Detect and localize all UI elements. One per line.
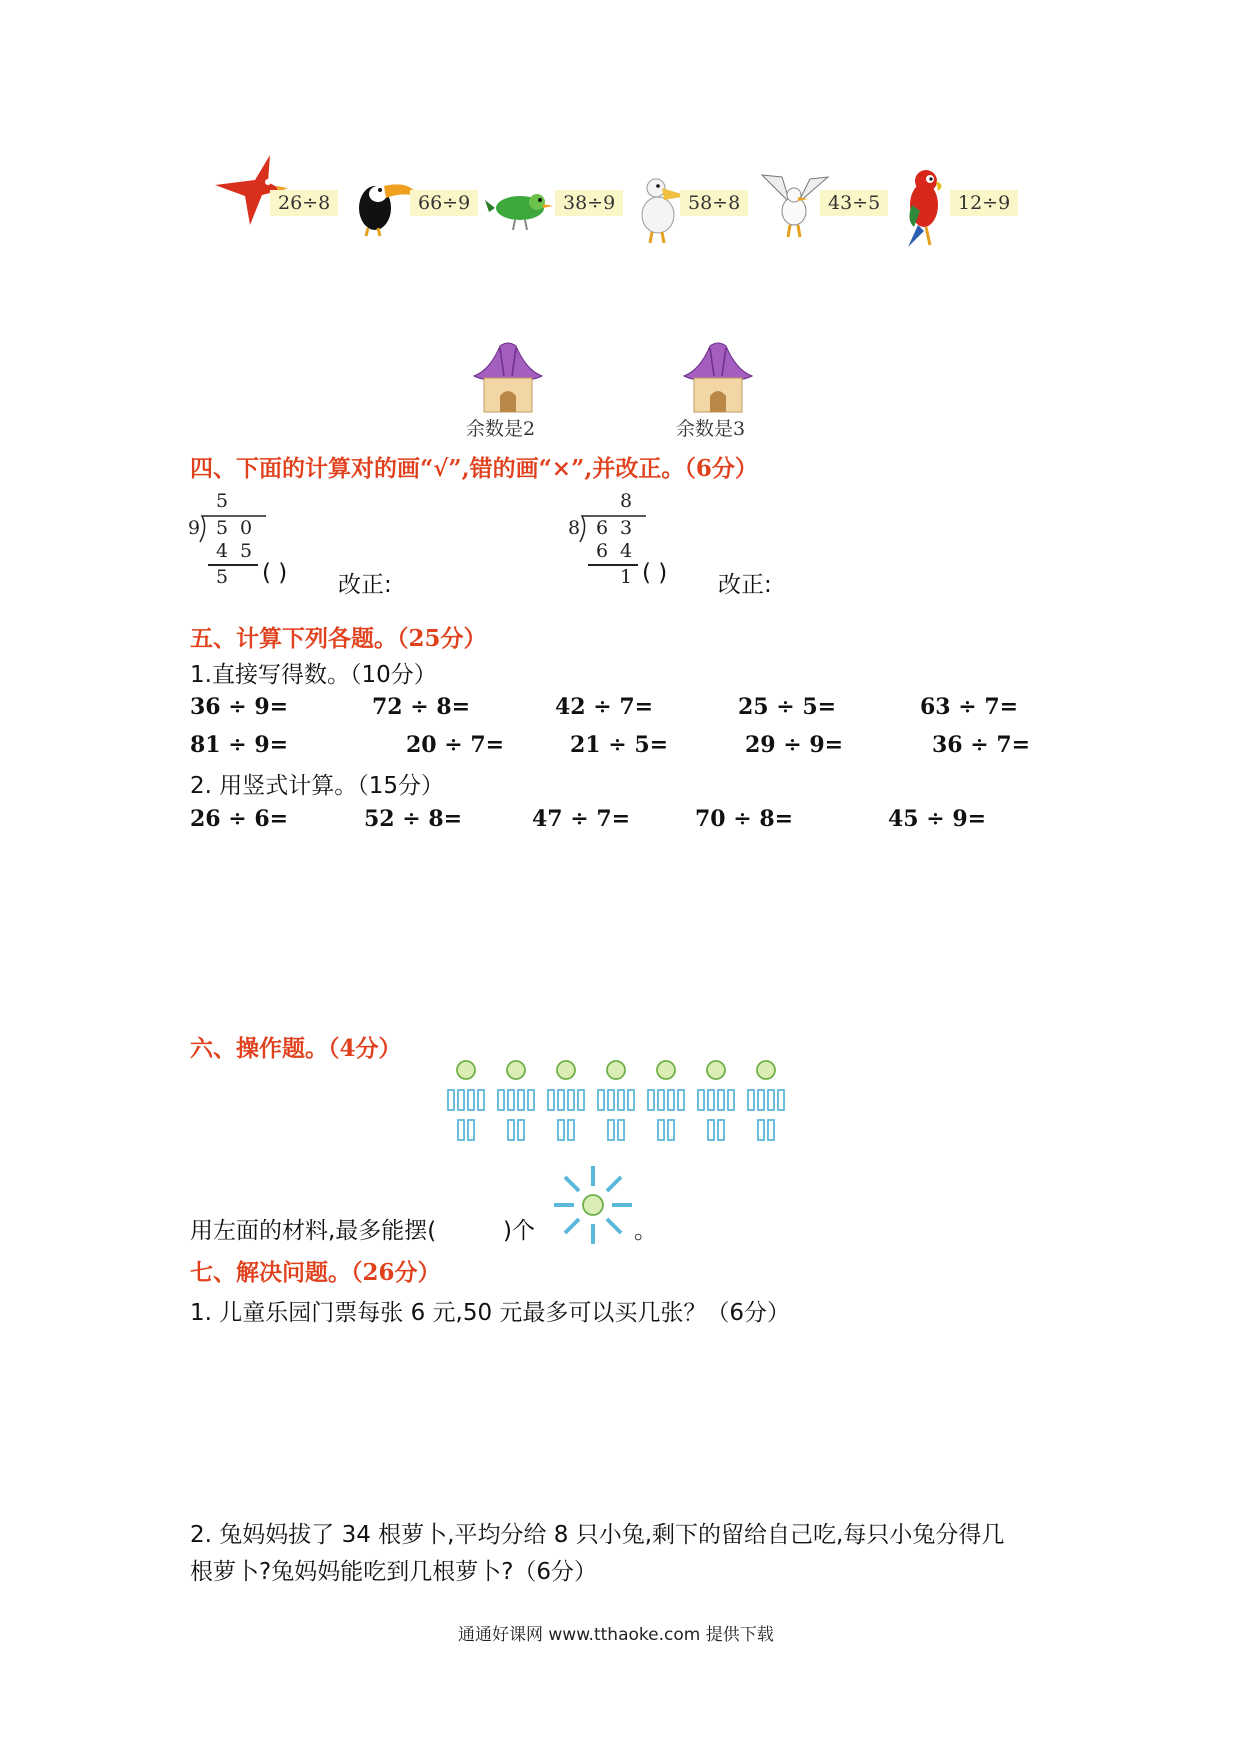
bird-expr-5: 43÷5 — [820, 190, 888, 216]
material-stick-short — [718, 1120, 724, 1140]
mental-math-item: 21 ÷ 5= — [570, 732, 669, 758]
vertical-calc-item: 52 ÷ 8= — [364, 806, 463, 832]
materials-figure — [440, 1060, 810, 1160]
section-4-title: 四、下面的计算对的画“√”,错的画“×”,并改正。（6分） — [190, 455, 758, 482]
ld1-divisor: 9 — [188, 517, 201, 539]
section-6-title: 六、操作题。（4分） — [190, 1035, 402, 1062]
material-stick-long — [578, 1090, 584, 1110]
material-stick-long — [648, 1090, 654, 1110]
green-bird-icon — [485, 180, 555, 235]
material-stick-short — [608, 1120, 614, 1140]
ld2-quotient: 8 — [620, 490, 633, 512]
operation-question-blank[interactable] — [451, 1212, 501, 1240]
parrot-icon — [900, 165, 950, 250]
answer-paren-1[interactable]: ( ) — [262, 560, 288, 586]
operation-question-start: 用左面的材料,最多能摆( — [190, 1218, 437, 1244]
material-stick-long — [708, 1090, 714, 1110]
material-stick-long — [618, 1090, 624, 1110]
ld2-dividend-1: 6 — [596, 517, 609, 539]
material-stick-long — [608, 1090, 614, 1110]
section-5-title: 五、计算下列各题。（25分） — [190, 625, 487, 652]
material-stick-short — [458, 1120, 464, 1140]
mental-math-item: 63 ÷ 7= — [920, 694, 1019, 720]
ld1-product-2: 5 — [240, 540, 253, 562]
vertical-calc-item: 47 ÷ 7= — [532, 806, 631, 832]
material-stick-long — [768, 1090, 774, 1110]
ld1-remainder: 5 — [216, 566, 229, 588]
material-stick-short — [708, 1120, 714, 1140]
house-group-1 — [462, 340, 552, 440]
ld2-remainder: 1 — [620, 566, 633, 588]
material-stick-short — [508, 1120, 514, 1140]
question-1: 1. 儿童乐园门票每张 6 元,50 元最多可以买几张？（6分） — [190, 1300, 791, 1326]
mental-math-item: 81 ÷ 9= — [190, 732, 289, 758]
ld2-bracket — [578, 514, 648, 544]
house-icon — [680, 340, 756, 414]
section-7-title: 七、解决问题。（26分） — [190, 1259, 441, 1286]
material-circle — [607, 1061, 625, 1079]
ld2-product-1: 6 — [596, 540, 609, 562]
section-5-part-1-title: 1.直接写得数。（10分） — [190, 662, 437, 688]
material-circle — [707, 1061, 725, 1079]
bird-expr-6: 12÷9 — [950, 190, 1018, 216]
ld1-bracket — [198, 514, 268, 544]
bird-expr-1: 26÷8 — [270, 190, 338, 216]
material-stick-long — [758, 1090, 764, 1110]
material-stick-long — [478, 1090, 484, 1110]
question-2-line-2: 根萝卜?兔妈妈能吃到几根萝卜?（6分） — [190, 1559, 598, 1585]
material-stick-long — [518, 1090, 524, 1110]
bird-expr-3: 38÷9 — [555, 190, 623, 216]
mental-math-item: 25 ÷ 5= — [738, 694, 837, 720]
bird-expr-2: 66÷9 — [410, 190, 478, 216]
ld1-product-1: 4 — [216, 540, 229, 562]
material-stick-long — [628, 1090, 634, 1110]
material-circle — [657, 1061, 675, 1079]
material-stick-long — [678, 1090, 684, 1110]
material-stick-short — [758, 1120, 764, 1140]
house-group-2 — [672, 340, 762, 440]
correction-label-2: 改正: — [718, 572, 772, 598]
operation-question-mid: )个 — [503, 1218, 535, 1244]
ld2-dividend-2: 3 — [620, 517, 633, 539]
house-label-2: 余数是3 — [676, 418, 746, 440]
mental-math-item: 36 ÷ 9= — [190, 694, 289, 720]
ld1-quotient: 5 — [216, 490, 229, 512]
material-stick-short — [558, 1120, 564, 1140]
material-stick-long — [668, 1090, 674, 1110]
mental-math-item: 72 ÷ 8= — [372, 694, 471, 720]
mental-math-item: 42 ÷ 7= — [555, 694, 654, 720]
material-stick-long — [458, 1090, 464, 1110]
bird-expr-4: 58÷8 — [680, 190, 748, 216]
vertical-calc-item: 45 ÷ 9= — [888, 806, 987, 832]
mental-math-item: 36 ÷ 7= — [932, 732, 1031, 758]
material-stick-long — [778, 1090, 784, 1110]
material-stick-long — [508, 1090, 514, 1110]
material-stick-long — [528, 1090, 534, 1110]
mental-math-item: 20 ÷ 7= — [406, 732, 505, 758]
page-footer: 通通好课网 www.tthaoke.com 提供下载 — [458, 1625, 774, 1645]
operation-question-end: 。 — [634, 1218, 657, 1244]
material-stick-long — [498, 1090, 504, 1110]
material-stick-short — [518, 1120, 524, 1140]
material-stick-short — [618, 1120, 624, 1140]
material-stick-short — [468, 1120, 474, 1140]
material-stick-long — [698, 1090, 704, 1110]
material-stick-short — [658, 1120, 664, 1140]
ld2-product-2: 4 — [620, 540, 633, 562]
bird-row — [210, 150, 1040, 260]
material-stick-long — [728, 1090, 734, 1110]
material-circle — [757, 1061, 775, 1079]
material-stick-long — [558, 1090, 564, 1110]
answer-paren-2[interactable]: ( ) — [642, 560, 668, 586]
correction-label-1: 改正: — [338, 572, 392, 598]
material-stick-long — [468, 1090, 474, 1110]
material-stick-long — [748, 1090, 754, 1110]
vertical-calc-item: 70 ÷ 8= — [695, 806, 794, 832]
material-stick-long — [548, 1090, 554, 1110]
material-stick-long — [448, 1090, 454, 1110]
question-2-line-1: 2. 兔妈妈拔了 34 根萝卜,平均分给 8 只小兔,剩下的留给自己吃,每只小兔分得几 — [190, 1522, 1005, 1548]
material-stick-short — [668, 1120, 674, 1140]
material-stick-long — [658, 1090, 664, 1110]
material-circle — [507, 1061, 525, 1079]
house-icon — [470, 340, 546, 414]
ld1-dividend-1: 5 — [216, 517, 229, 539]
material-circle — [457, 1061, 475, 1079]
sun-pattern-icon — [548, 1160, 638, 1250]
material-stick-long — [598, 1090, 604, 1110]
ld1-dividend-2: 0 — [240, 517, 253, 539]
section-5-part-2-title: 2. 用竖式计算。（15分） — [190, 773, 445, 799]
material-stick-long — [568, 1090, 574, 1110]
house-label-1: 余数是2 — [466, 418, 536, 440]
material-stick-short — [568, 1120, 574, 1140]
vertical-calc-item: 26 ÷ 6= — [190, 806, 289, 832]
mental-math-item: 29 ÷ 9= — [745, 732, 844, 758]
material-stick-long — [718, 1090, 724, 1110]
ld2-divisor: 8 — [568, 517, 581, 539]
material-stick-short — [768, 1120, 774, 1140]
material-circle — [557, 1061, 575, 1079]
